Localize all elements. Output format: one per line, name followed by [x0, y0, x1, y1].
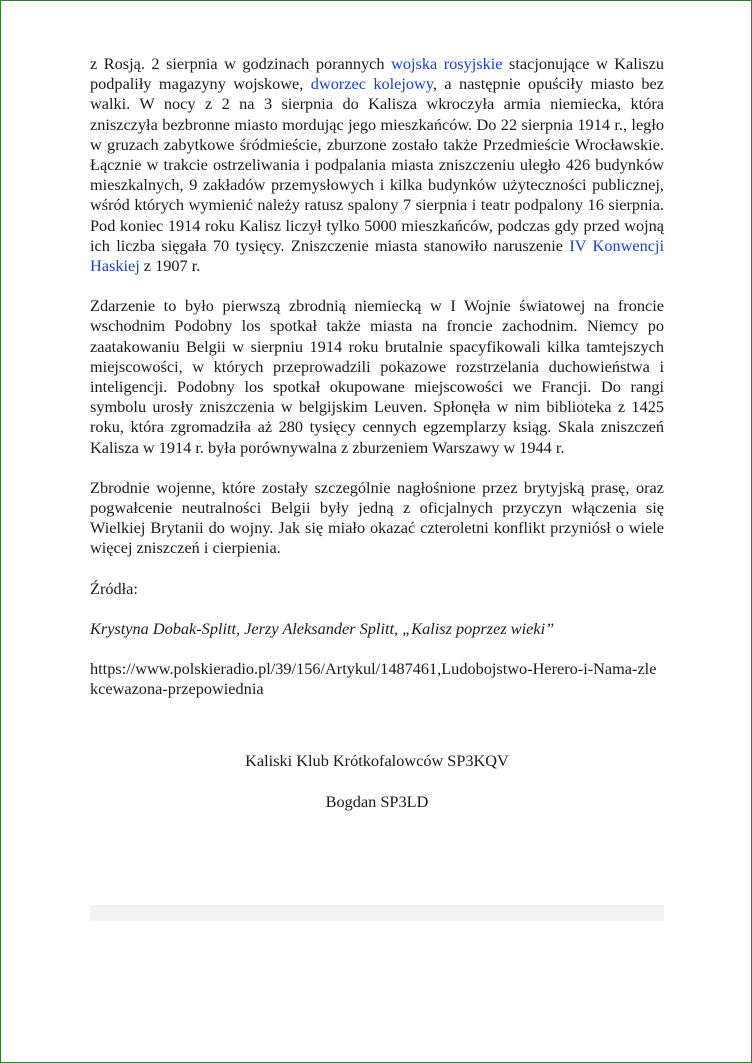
- signature-club: Kaliski Klub Krótkofalowców SP3KQV: [245, 751, 509, 771]
- paragraph-britain-war: Zbrodnie wojenne, które zostały szczególnie nagłośnione przez brytyjską prasę, oraz pogwałcenie neutralności Belgii były jedną z oficjalnych przyczyn włączenia się Wielkiej Brytanii do wojny. Jak się miało okazać czteroletni konflikt przyniósł o wiele więcej zniszczeń i cierpienia.: [90, 477, 664, 558]
- paragraph-war-crimes: Zdarzenie to było pierwszą zbrodnią niemiecką w I Wojnie światowej na froncie wschodnim Podobny los spotkał także miasta na froncie zachodnim. Niemcy po zaatakowaniu Belgii w sierpniu 1914 roku brutalnie spacyfikowali kilka tamtejszych miejscowości, w których przeprowadzili pokazowe rozstrzelania duchowieństwa i inteligencji. Podobny los spotkał okupowane miejscowości we Francji. Do rangi symbolu urosły zniszczenia w belgijskim Leuven. Spłonęła w nim biblioteka z 1425 roku, która zgromadziła aż 280 tysięcy cennych egzemplarzy ksiąg. Skala zniszczeń Kalisza w 1914 r. była porównywalna z zburzeniem Warszawy w 1944 r.: [90, 296, 664, 457]
- signature-name: Bogdan SP3LD: [325, 791, 429, 811]
- footer-bar: [90, 905, 664, 921]
- text-segment: z Rosją. 2 sierpnia w godzinach porannych: [90, 54, 392, 73]
- source-book: Krystyna Dobak-Splitt, Jerzy Aleksander Splitt, „Kalisz poprzez wieki”: [90, 618, 555, 638]
- text-segment: stacjonujące w Kaliszu podpaliły magazyny wojskowe,: [90, 54, 665, 94]
- text-segment: , a następnie opuściły miasto bez walki. W nocy z 2 na 3 sierpnia do Kalisza wkroczyła armia niemiecka, która zniszczyła bezbronne miasto mordując jego mieszkańców. Do 22 sierpnia 1914 r., legło w gruzach zabytkowe śródmieście, zburzone zostało także Przedmieście Wrocławskie. Łącznie w trakcie ostrzeliwania i podpalania miasta zniszczeniu uległo 426 budynków mieszkalnych, 9 zakładów przemysłowych i kilka budynków użyteczności publicznej, wśród których wymienić należy ratusz spalony 7 sierpnia i teatr podpalony 16 sierpnia. Pod koniec 1914 roku Kalisz liczył tylko 5000 mieszkańców, podczas gdy przed wojną ich liczba sięgała 70 tysięcy. Zniszczenie miasta stanowiło naruszenie: [90, 74, 665, 255]
- paragraph-kalisz-destruction: [90, 54, 664, 276]
- text-segment: z 1907 r.: [139, 256, 201, 276]
- source-url[interactable]: https://www.polskieradio.pl/39/156/Artykul/1487461,Ludobojstwo-Herero-i-Nama-zlekcewazona-przepowiednia: [90, 659, 657, 699]
- sources-label: Źródła:: [90, 578, 138, 598]
- document-body: [90, 54, 664, 832]
- link-wojska-rosyjskie[interactable]: wojska rosyjskie: [391, 54, 503, 73]
- link-dworzec-kolejowy[interactable]: dworzec kolejowy: [310, 74, 433, 94]
- link-konwencja-haska[interactable]: IV Konwencji Haskiej: [90, 235, 664, 276]
